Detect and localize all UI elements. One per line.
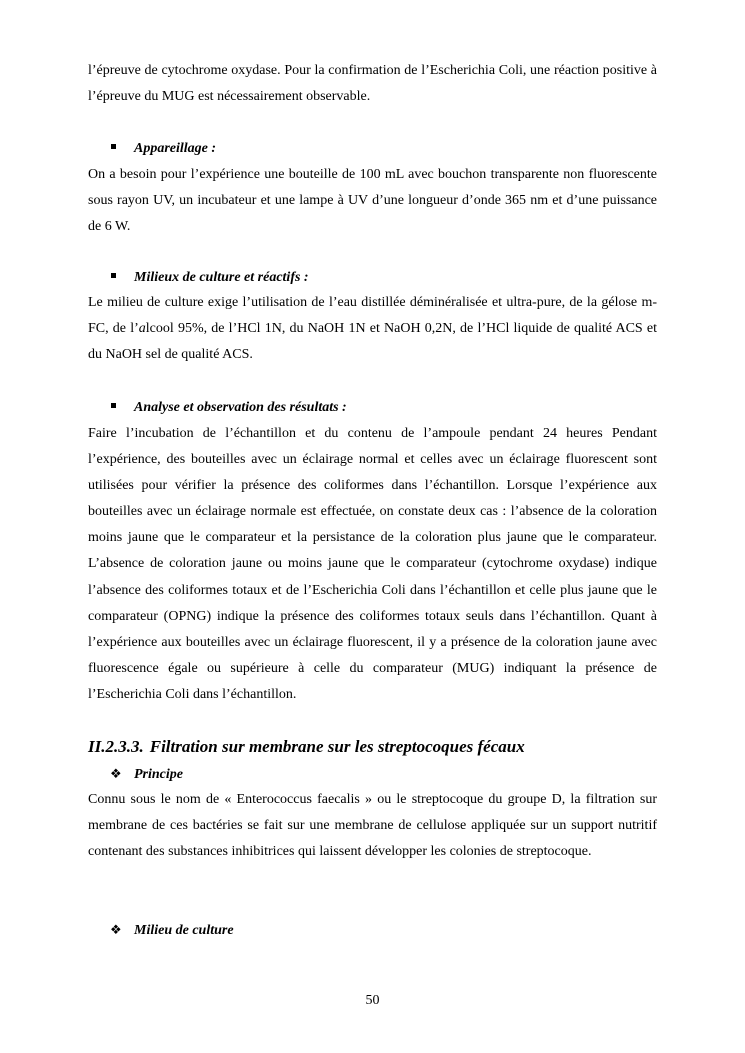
analyse-paragraph <box>88 421 657 708</box>
intro-paragraph <box>88 58 657 110</box>
milieux-text-part2: lcool 95%, de l’HCl 1N, du NaOH 1N et NaOH 0,2N, de l’HCl liquide de qualité ACS et du NaOH sel de qualité ACS. <box>88 321 658 363</box>
square-bullet-icon <box>110 398 134 418</box>
analyse-text: Faire l’incubation de l’échantillon et du contenu de l’ampoule pendant 24 heures Pendant l’expérience, des bouteilles avec un éclairage normal et celles avec un éclairage fluorescent sont utilisées pour vérifier la présence des coliformes dans l’échantillon. Lorsque l’expérience aux bouteilles avec un éclairage normale est effectuée, on constate deux cas : l’absence de la coloration moins jaune que le comparateur et la persistance de la coloration plus jaune que le comparateur. L’absence de coloration jaune ou moins jaune que le comparateur (cytochrome oxydase) indique l’absence des coliformes totaux et de l’Escherichia Coli dans l’échantillon et celle plus jaune que le comparateur (OPNG) indique la présence des coliformes totaux seuls dans l’échantillon. Quant à l’expérience aux bouteilles avec un éclairage fluorescent, il y a présence de la coloration jaune avec fluorescence égale ou supérieure à celle du comparateur (MUG) indiquant la présence de l’Escherichia Coli dans l’échantillon. <box>88 426 657 702</box>
principe-paragraph <box>88 787 657 865</box>
section-title: Filtration sur membrane sur les streptocoques fécaux <box>149 737 525 756</box>
principe-heading-text: Principe <box>134 767 183 782</box>
page-number: 50 <box>365 993 380 1008</box>
square-bullet-icon <box>110 268 134 288</box>
milieux-paragraph <box>88 290 657 368</box>
analyse-heading <box>110 398 347 418</box>
principe-text: Connu sous le nom de « Enterococcus faecalis » ou le streptocoque du groupe D, la filtration sur membrane de ces bactéries se fait sur une membrane de cellulose appliquée sur un support nutritif contenant des substances inhibitrices qui laissent développer les colonies de streptocoque. <box>88 792 657 860</box>
milieux-text-part1: Le milieu de culture exige l’utilisation de l’eau distillée déminéralisée et ultra-pure, de la gélose m-FC, de l’ <box>88 295 657 337</box>
milieu-culture-heading-text: Milieu de culture <box>134 923 234 938</box>
analyse-heading-text: Analyse et observation des résultats : <box>134 400 347 415</box>
square-bullet-icon <box>110 139 134 159</box>
section-number: II.2.3.3. <box>88 737 144 756</box>
diamond-glyph: ❖ <box>110 766 122 781</box>
appareillage-heading <box>110 139 216 159</box>
section-heading <box>88 736 525 758</box>
milieux-text-italic: a <box>138 321 146 337</box>
milieux-text <box>88 290 657 368</box>
principe-heading <box>110 764 183 785</box>
milieu-culture-heading <box>110 920 234 941</box>
diamond-glyph: ❖ <box>110 922 122 937</box>
milieux-heading <box>110 268 309 288</box>
milieux-heading-text: Milieux de culture et réactifs : <box>134 270 309 285</box>
intro-text: l’épreuve de cytochrome oxydase. Pour la confirmation de l’Escherichia Coli, une réaction positive à l’épreuve du MUG est nécessairement observable. <box>88 63 657 105</box>
appareillage-text: On a besoin pour l’expérience une bouteille de 100 mL avec bouchon transparente non fluorescente sous rayon UV, un incubateur et une lampe à UV d’une longueur d’onde 365 nm et d’une puissance de 6 W. <box>88 167 657 235</box>
diamond-bullet-icon <box>110 764 134 785</box>
diamond-bullet-icon <box>110 920 134 941</box>
appareillage-heading-text: Appareillage : <box>134 141 217 156</box>
appareillage-paragraph <box>88 162 657 240</box>
